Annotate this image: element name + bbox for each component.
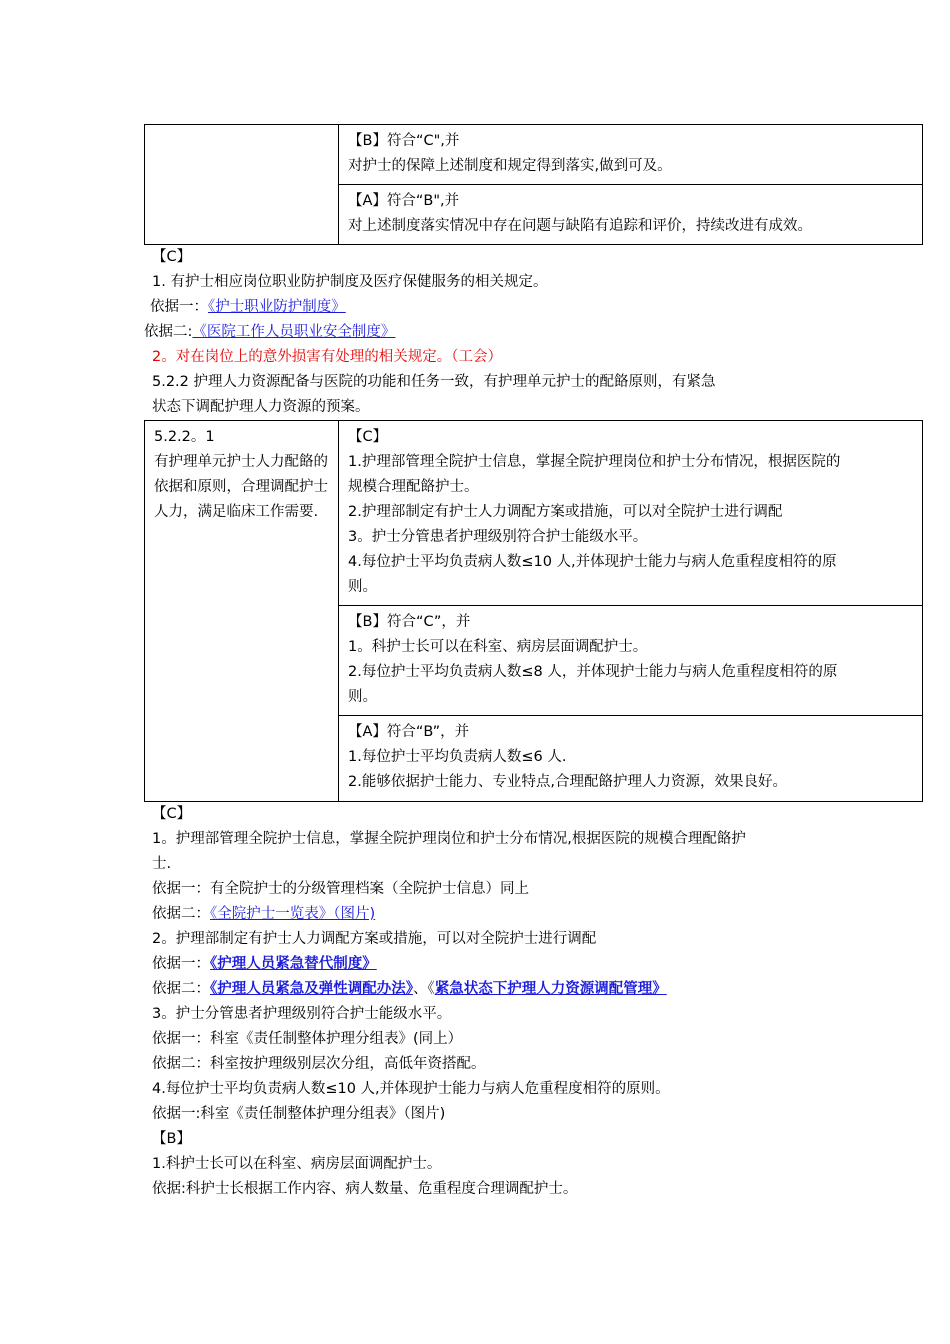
- grade-b-label: 【B】符合“C",并: [348, 133, 460, 149]
- basis-prefix: 依据二：: [152, 981, 210, 997]
- separator: 、《: [413, 981, 435, 997]
- table1-grade-a-cell: [339, 185, 923, 245]
- section1-basis1: [150, 297, 346, 317]
- grade-c-item1a: 1.护理部管理全院护士信息，掌握全院护理岗位和护士分布情况，根据医院的: [348, 454, 841, 470]
- grade-a-item1: 1.每位护士平均负责病人数≤6 人.: [348, 749, 567, 765]
- basis-prefix: 依据二:: [144, 324, 193, 340]
- basis-prefix: 依据一：: [150, 299, 208, 315]
- grade-b-item2a: 2.每位护士平均负责病人数≤8 人，并体现护士能力与病人危重程度相符的原: [348, 664, 838, 680]
- grade-b-item1: 1。科护士长可以在科室、病房层面调配护士。: [348, 639, 648, 655]
- grade-c-label: 【C】: [348, 429, 388, 445]
- table2-left-cell: [145, 421, 339, 802]
- section2-item2-basis1: [152, 954, 377, 974]
- standard-table-1: [144, 124, 923, 245]
- grade-b-label: 【B】符合“C”，并: [348, 614, 471, 630]
- basis-prefix: 依据二：: [152, 906, 210, 922]
- clause-code: 5.2.2。1: [154, 429, 215, 445]
- section2-item2: 2。护理部制定有护士人力调配方案或措施，可以对全院护士进行调配: [152, 931, 597, 947]
- grade-b-item2b: 则。: [348, 689, 377, 705]
- grade-c-item4a: 4.每位护士平均负责病人数≤10 人,并体现护士能力与病人危重程度相符的原: [348, 554, 837, 570]
- table2-grade-c-cell: [339, 421, 923, 606]
- section1-item2: 2。对在岗位上的意外损害有处理的相关规定。（工会）: [152, 349, 502, 365]
- grade-a-label: 【A】符合“B”，并: [348, 724, 470, 740]
- standard-5-2-2-line2: 状态下调配护理人力资源的预案。: [152, 399, 370, 415]
- link-emergency-substitution-policy[interactable]: 《护理人员紧急替代制度》: [210, 956, 377, 972]
- section2-item1-basis1: 依据一：有全院护士的分级管理档案（全院护士信息）同上: [152, 881, 529, 897]
- section2-item1-basis2: [152, 904, 375, 924]
- grade-b-text: 对护士的保障上述制度和规定得到落实,做到可及。: [348, 158, 672, 174]
- section2-b-item1: 1.科护士长可以在科室、病房层面调配护士。: [152, 1156, 442, 1172]
- section2-c-heading: 【C】: [152, 806, 192, 822]
- grade-c-item2: 2.护理部制定有护士人力调配方案或措施，可以对全院护士进行调配: [348, 504, 783, 520]
- table2-grade-b-cell: [339, 606, 923, 716]
- grade-a-item2: 2.能够依据护士能力、专业特点,合理配餎护理人力资源，效果良好。: [348, 774, 787, 790]
- table1-grade-b-cell: [339, 125, 923, 185]
- link-nurse-list[interactable]: 《全院护士一览表》（图片): [210, 906, 376, 922]
- standard-table-2: [144, 420, 923, 802]
- grade-a-text: 对上述制度落实情况中存在问题与缺陷有追踪和评价，持续改进有成效。: [348, 218, 812, 234]
- clause-text: 有护理单元护士人力配餎的依据和原则，合理调配护士人力，满足临床工作需要.: [154, 454, 328, 520]
- section2-item3-basis1: 依据一：科室《责任制整体护理分组表》(同上）: [152, 1031, 463, 1047]
- link-flexible-deployment-method[interactable]: 《护理人员紧急及弹性调配办法》: [210, 981, 413, 997]
- grade-c-item1b: 规模合理配餎护士。: [348, 479, 479, 495]
- grade-a-label: 【A】符合“B",并: [348, 193, 460, 209]
- section2-item4: 4.每位护士平均负责病人数≤10 人,并体现护士能力与病人危重程度相符的原则。: [152, 1081, 670, 1097]
- section2-item1b: 士.: [152, 856, 172, 872]
- section1-basis2: [144, 322, 395, 342]
- table2-grade-a-cell: [339, 716, 923, 802]
- section2-item2-basis2: [152, 979, 667, 999]
- section1-item1: 1. 有护士相应岗位职业防护制度及医疗保健服务的相关规定。: [152, 274, 548, 290]
- section2-item3: 3。护士分管患者护理级别符合护士能级水平。: [152, 1006, 452, 1022]
- section1-c-heading: 【C】: [152, 249, 192, 265]
- link-staff-safety-policy[interactable]: 《医院工作人员职业安全制度》: [192, 324, 396, 340]
- section2-b-basis: 依据:科护士长根据工作内容、病人数量、危重程度合理调配护士。: [152, 1181, 578, 1197]
- link-emergency-hr-management[interactable]: 紧急状态下护理人力资源调配管理》: [434, 981, 667, 997]
- section2-item4-basis1: 依据一:科室《责任制整体护理分组表》（图片): [152, 1106, 446, 1122]
- grade-c-item4b: 则。: [348, 579, 377, 595]
- section2-item3-basis2: 依据二：科室按护理级别层次分组，高低年资搭配。: [152, 1056, 486, 1072]
- section2-item1a: 1。护理部管理全院护士信息，掌握全院护理岗位和护士分布情况,根据医院的规模合理配餎护: [152, 831, 746, 847]
- link-nurse-protection-policy[interactable]: 《护士职业防护制度》: [208, 299, 346, 315]
- table1-left-cell: [145, 125, 339, 245]
- grade-c-item3: 3。护士分管患者护理级别符合护士能级水平。: [348, 529, 648, 545]
- section2-b-heading: 【B】: [152, 1131, 191, 1147]
- basis-prefix: 依据一：: [152, 956, 210, 972]
- standard-5-2-2-line1: 5.2.2 护理人力资源配备与医院的功能和任务一致，有护理单元护士的配餎原则，有紧急: [152, 374, 716, 390]
